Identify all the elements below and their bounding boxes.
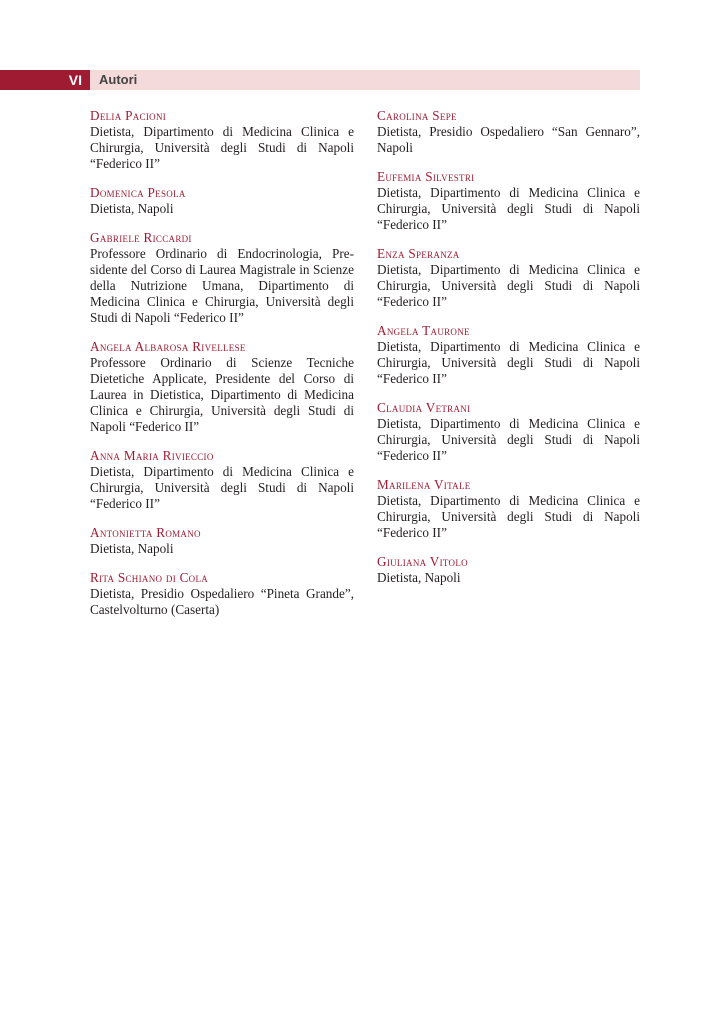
author-name: Rita Schiano di Cola bbox=[90, 570, 209, 585]
author-entry bbox=[90, 230, 354, 326]
author-name: Giuliana Vitolo bbox=[377, 554, 468, 569]
author-name: Enza Speranza bbox=[377, 246, 460, 261]
author-affiliation: Professore Ordinario di Endocrinologia, Presidente del Corso di Laurea Magistrale in Scienze della Nutrizione Umana, Dipartimento di Medicina Clinica e Chirurgia, Università degli Studi di Napoli “Federico II” bbox=[90, 246, 354, 325]
author-affiliation: Professore Ordinario di Scienze Tecniche Dietetiche Applicate, Presidente del Corso di Laurea in Dietistica, Dipartimento di Medicina Clinica e Chirurgia, Università degli Studi di Napoli “Federico II” bbox=[90, 355, 354, 434]
author-name: Claudia Vetrani bbox=[377, 400, 471, 415]
author-entry bbox=[377, 169, 640, 233]
author-name: Marilena Vitale bbox=[377, 477, 471, 492]
author-affiliation: Dietista, Dipartimento di Medicina Clinica e Chirurgia, Università degli Studi di Napoli “Federico II” bbox=[377, 339, 640, 386]
page-number: VI bbox=[0, 70, 90, 90]
author-name: Angela Taurone bbox=[377, 323, 470, 338]
author-name: Antonietta Romano bbox=[90, 525, 201, 540]
author-entry bbox=[90, 108, 354, 172]
author-name: Anna Maria Rivieccio bbox=[90, 448, 214, 463]
author-entry bbox=[377, 400, 640, 464]
section-title: Autori bbox=[99, 72, 138, 87]
author-affiliation: Dietista, Dipartimento di Medicina Clinica e Chirurgia, Università degli Studi di Napoli “Federico II” bbox=[90, 464, 354, 511]
author-entry bbox=[90, 525, 354, 557]
author-entry bbox=[377, 554, 640, 586]
author-name: Carolina Sepe bbox=[377, 108, 457, 123]
author-name: Domenica Pesola bbox=[90, 185, 186, 200]
author-name: Delia Pacioni bbox=[90, 108, 167, 123]
authors-column-right bbox=[377, 108, 640, 599]
author-affiliation: Dietista, Napoli bbox=[377, 570, 461, 585]
author-entry bbox=[90, 185, 354, 217]
author-entry bbox=[377, 246, 640, 310]
author-name: Gabriele Riccardi bbox=[90, 230, 192, 245]
author-entry bbox=[90, 448, 354, 512]
author-entry bbox=[377, 108, 640, 156]
running-header bbox=[0, 70, 640, 90]
author-entry bbox=[377, 323, 640, 387]
author-entry bbox=[90, 339, 354, 435]
authors-column-left bbox=[90, 108, 354, 631]
author-affiliation: Dietista, Napoli bbox=[90, 541, 174, 556]
author-entry bbox=[377, 477, 640, 541]
author-name: Eufemia Silvestri bbox=[377, 169, 475, 184]
author-name: Angela Albarosa Rivellese bbox=[90, 339, 246, 354]
author-affiliation: Dietista, Dipartimento di Medicina Clinica e Chirurgia, Università degli Studi di Napoli “Federico II” bbox=[377, 185, 640, 232]
author-affiliation: Dietista, Dipartimento di Medicina Clinica e Chirurgia, Università degli Studi di Napoli “Federico II” bbox=[377, 493, 640, 540]
author-entry bbox=[90, 570, 354, 618]
author-affiliation: Dietista, Presidio Ospedaliero “San Gennaro”, Napoli bbox=[377, 124, 640, 155]
author-affiliation: Dietista, Dipartimento di Medicina Clinica e Chirurgia, Università degli Studi di Napoli “Federico II” bbox=[90, 124, 354, 171]
author-affiliation: Dietista, Napoli bbox=[90, 201, 174, 216]
author-affiliation: Dietista, Presidio Ospedaliero “Pineta Grande”, Castelvolturno (Caserta) bbox=[90, 586, 354, 617]
author-affiliation: Dietista, Dipartimento di Medicina Clinica e Chirurgia, Università degli Studi di Napoli “Federico II” bbox=[377, 416, 640, 463]
author-affiliation: Dietista, Dipartimento di Medicina Clinica e Chirurgia, Università degli Studi di Napoli “Federico II” bbox=[377, 262, 640, 309]
